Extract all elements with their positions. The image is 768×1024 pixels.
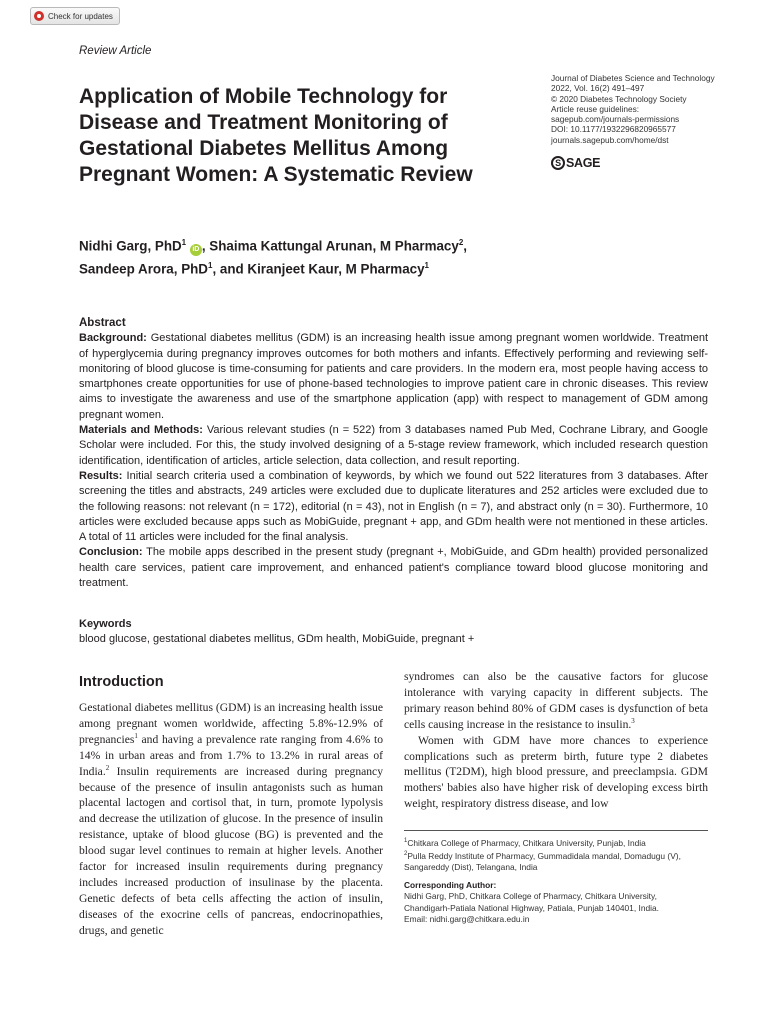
section-heading-introduction: Introduction xyxy=(79,674,164,690)
body-text: Gestational diabetes mellitus (GDM) is an increasing health issue among pregnant women worldwide, affecting 5.8%-12.9% of pregnancies xyxy=(79,701,383,746)
citation-ref[interactable]: 1 xyxy=(134,731,138,740)
affiliations-footnote xyxy=(404,830,708,925)
publisher-name: SAGE xyxy=(566,156,601,170)
keywords xyxy=(79,617,708,648)
sage-logo xyxy=(551,156,600,170)
body-text: syndromes can also be the causative factors for glucose intolerance with varying capacity in different subjects. The primary reason behind 80% of GDM cases is dysfunction of beta cells causing increase in the resistance to insulin. xyxy=(404,670,708,731)
article-type: Review Article xyxy=(79,45,152,57)
citation-ref[interactable]: 3 xyxy=(631,716,635,725)
journal-url[interactable]: journals.sagepub.com/home/dst xyxy=(551,134,669,145)
section-text: Various relevant studies (n = 522) from 3 databases named Pub Med, Cochrane Library, and Google Scholar were included. For this, the study involved designing of a 5-stage review framework, which included research question identification, identification of articles, article selection, data collection, and result reporting. xyxy=(79,424,708,467)
update-icon xyxy=(34,11,44,21)
paper-title: Application of Mobile Technology for Disease and Treatment Monitoring of Gestational Diabetes Mellitus Among Pregnant Women: A Systematic Review xyxy=(79,85,473,186)
author-separator: , xyxy=(463,238,468,254)
section-text: Gestational diabetes mellitus (GDM) is an increasing health issue among pregnant women worldwide. Treatment of hyperglycemia during pregnancy improves outcomes for both mothers and infants. Effectively performing and reviewing self-monitoring of blood glucose is time-consuming for patients and care providers. In the modern era, most people having access to smartphones create opportunities for use of phone-based technologies to improve patient care in chronic diseases. This review aims to investigate the awareness and use of the smartphone application (app) with respect to management of GDM among pregnant women. xyxy=(79,332,708,421)
sage-mark-icon: S xyxy=(551,156,565,170)
affiliation-2 xyxy=(404,849,708,874)
affiliation-text: Pulla Reddy Institute of Pharmacy, Gummadidala mandal, Domadugu (V), Sangareddy (Dist), Telangana, India xyxy=(404,851,681,873)
abstract-conclusion xyxy=(79,545,708,591)
corresponding-author-line: Chandigarh-Patiala National Highway, Patiala, Punjab 140401, India. xyxy=(404,902,659,913)
body-text: Insulin requirements are increased during pregnancy because of the presence of insulin antagonists such as human placental lactogen and cortisol that, in turn, promote lypolysis and decrease the utilization of glucose. In the presence of insulin resistance, uptake of blood glucose (BG) is prevented and the blood sugar level continues to remain at higher levels. Another factor for increased insulin requirements during pregnancy includes increased production of insulinase by the placenta. Genetic defects of beta cells affecting the action of insulin, diseases of the exocrine cells of pancreas, endocrinopathies, drugs, and genetic xyxy=(79,764,383,937)
keywords-list: blood glucose, gestational diabetes mellitus, GDm health, MobiGuide, pregnant + xyxy=(79,633,475,646)
section-text: The mobile apps described in the present study (pregnant +, MobiGuide, and GDm health) provided personalized health care services, patient care improvement, and enhanced patient's compliance toward blood glucose monitoring and treatment. xyxy=(79,546,709,590)
check-for-updates-label: Check for updates xyxy=(48,11,113,21)
intro-paragraph-continued xyxy=(404,669,708,733)
intro-paragraph: Women with GDM have more chances to experience complications such as preterm birth, future type 2 diabetes mellitus (T2DM), high blood pressure, and preeclampsia. GDM mothers' babies also have higher risk of developing excess birth weight, respiratory distress disease, and low xyxy=(404,733,708,811)
journal-volume: 2022, Vol. 16(2) 491–497 xyxy=(551,83,645,94)
corresponding-author-line: Nidhi Garg, PhD, Chitkara College of Pharmacy, Chitkara University, xyxy=(404,891,657,902)
section-text: Initial search criteria used a combination of keywords, by which we found out 522 literatures from 3 databases. After screening the titles and abstracts, 249 articles were excluded due to duplicate literatures and 252 articles were excluded due to the following reasons: not relevant (n = 172), editorial (n = 43), not in English (n = 7), and abstract only (n = 30). Furthermore, 10 articles were excluded because apps such as MobiGuide, pregnant + app, and GDm health were not mentioned in these articles. A total of 11 articles were included for the final analysis. xyxy=(79,469,709,544)
affiliation-marker: 1 xyxy=(424,261,429,271)
section-label: Conclusion: xyxy=(79,546,143,559)
section-label: Background: xyxy=(79,332,147,345)
affiliation-marker: 1 xyxy=(181,238,187,247)
affiliation-marker: 1 xyxy=(207,261,213,271)
section-label: Results: xyxy=(79,469,123,482)
abstract-methods xyxy=(79,423,708,469)
affiliation-marker: 2 xyxy=(458,238,464,247)
citation-ref[interactable]: 2 xyxy=(105,763,110,772)
abstract xyxy=(79,316,708,591)
affiliation-1 xyxy=(404,836,708,849)
check-for-updates-button[interactable] xyxy=(30,7,120,25)
author-name: , and Kiranjeet Kaur, M Pharmacy xyxy=(212,261,425,277)
keywords-heading: Keywords xyxy=(79,618,132,630)
abstract-results xyxy=(79,469,708,545)
affiliation-text: Chitkara College of Pharmacy, Chitkara University, Punjab, India xyxy=(407,837,646,848)
journal-info xyxy=(551,73,751,145)
journal-copyright: © 2020 Diabetes Technology Society xyxy=(551,93,687,104)
affiliation-marker: 1 xyxy=(404,838,408,844)
abstract-heading: Abstract xyxy=(79,317,126,329)
author-name: Sandeep Arora, PhD xyxy=(79,261,208,277)
section-label: Materials and Methods: xyxy=(79,424,203,437)
orcid-icon[interactable]: iD xyxy=(190,244,202,256)
author-name: , Shaima Kattungal Arunan, M Pharmacy xyxy=(201,238,459,254)
doi[interactable]: DOI: 10.1177/1932296820965577 xyxy=(551,124,676,135)
abstract-background xyxy=(79,331,708,423)
affiliation-marker: 2 xyxy=(404,851,408,858)
reuse-guidelines-label: Article reuse guidelines: xyxy=(551,103,640,114)
reuse-guidelines-link[interactable]: sagepub.com/journals-permissions xyxy=(551,114,680,125)
corresponding-author-email[interactable]: Email: nidhi.garg@chitkara.edu.in xyxy=(404,914,530,925)
journal-name: Journal of Diabetes Science and Technology xyxy=(551,73,715,83)
corresponding-author-heading: Corresponding Author: xyxy=(404,879,497,890)
intro-paragraph xyxy=(79,700,383,939)
body-column-right xyxy=(404,669,708,812)
body-column-left xyxy=(79,700,383,939)
author-list xyxy=(79,233,529,279)
body-text: and having a prevalence rate ranging from 4.6% to 14% in urban areas and from 1.7% to 13.2% in rural areas of India. xyxy=(79,732,383,778)
author-name: Nidhi Garg, PhD xyxy=(79,238,182,254)
